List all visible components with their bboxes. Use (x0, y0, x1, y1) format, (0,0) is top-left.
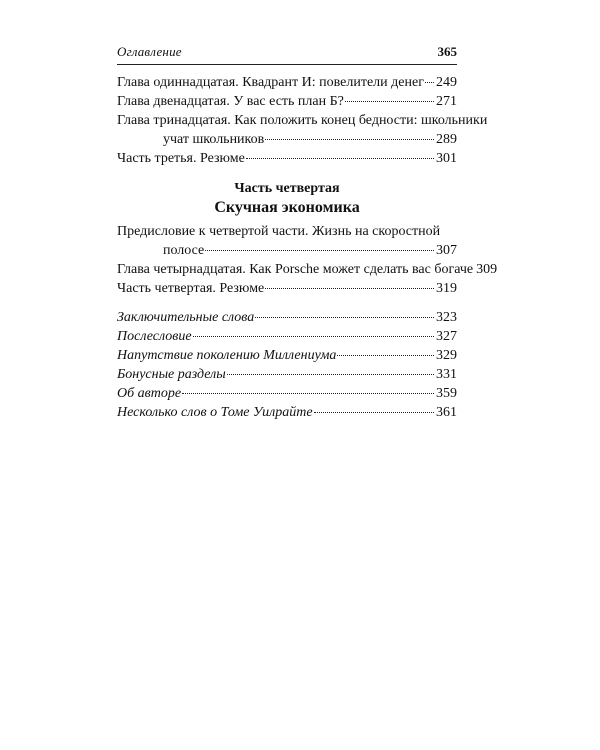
toc-entry (117, 279, 457, 298)
dot-leader (314, 411, 434, 413)
toc-entry (117, 384, 457, 403)
toc-entry-page: 319 (436, 281, 457, 296)
toc-entry (117, 260, 498, 279)
part-heading (117, 180, 457, 218)
toc-entry-title: Глава двенадцатая. У вас есть план Б? (117, 94, 344, 109)
toc-entry-page: 331 (436, 367, 457, 382)
toc-entry-page: 307 (436, 243, 457, 258)
toc-entry-title: Несколько слов о Томе Уилрайте (117, 405, 313, 420)
dot-leader (205, 249, 434, 251)
toc-entry-title: Часть третья. Резюме (117, 151, 245, 166)
toc-entry-page: 289 (436, 132, 457, 147)
toc-entry-page: 323 (436, 310, 457, 325)
dot-leader (182, 392, 434, 394)
toc-page (117, 44, 498, 422)
toc-entry-page: 329 (436, 348, 457, 363)
toc-entry-title: Часть четвертая. Резюме (117, 281, 265, 296)
toc-entry-page: 359 (436, 386, 457, 401)
dot-leader (425, 81, 434, 83)
toc-entry (117, 73, 457, 92)
dot-leader (246, 157, 434, 159)
toc-entry-title-line2: полосе (163, 243, 205, 258)
toc-entry-title: Об авторе (117, 386, 182, 401)
toc-entry-title: Глава одиннадцатая. Квадрант И: повелители денег (117, 75, 424, 90)
dot-leader (193, 335, 434, 337)
dot-leader (255, 316, 434, 318)
running-header-title: Оглавление (117, 44, 182, 59)
toc-entry-page: 271 (436, 94, 457, 109)
toc-entry (117, 241, 457, 260)
toc-entry-title: Глава четырнадцатая. Как Porsche может сделать вас богаче (117, 262, 474, 277)
toc-entry-title: Послесловие (117, 329, 192, 344)
toc-entry-page: 309 (476, 262, 498, 277)
toc-entry-page: 361 (436, 405, 457, 420)
part-name: Скучная экономика (214, 199, 360, 216)
toc-entry-title: Напутствие поколению Миллениума (117, 348, 337, 363)
toc-entry (117, 346, 457, 365)
dot-leader (265, 138, 434, 140)
toc-entry-page: 327 (436, 329, 457, 344)
dot-leader (265, 287, 434, 289)
toc-entry (117, 149, 457, 168)
toc-entry (117, 365, 457, 384)
page-number: 365 (437, 44, 457, 59)
part-label: Часть четвертая (234, 181, 340, 196)
toc-entry-title: Бонусные разделы (117, 367, 226, 382)
toc-entry-title-line1: Глава тринадцатая. Как положить конец бедности: школьники (117, 113, 488, 128)
toc-entry (117, 130, 457, 149)
running-header (117, 44, 457, 65)
toc-entry-title: Заключительные слова (117, 310, 255, 325)
toc-entry (117, 327, 457, 346)
toc-entry-title-line2: учат школьников (163, 132, 265, 147)
dot-leader (227, 373, 434, 375)
dot-leader (337, 354, 434, 356)
toc-entry (117, 308, 457, 327)
toc-entry-title-line1: Предисловие к четвертой части. Жизнь на скоростной (117, 224, 441, 239)
toc-entry (117, 92, 457, 111)
dot-leader (345, 100, 434, 102)
toc-entry-page: 249 (436, 75, 457, 90)
toc-entry (117, 403, 457, 422)
toc-entry-page: 301 (436, 151, 457, 166)
